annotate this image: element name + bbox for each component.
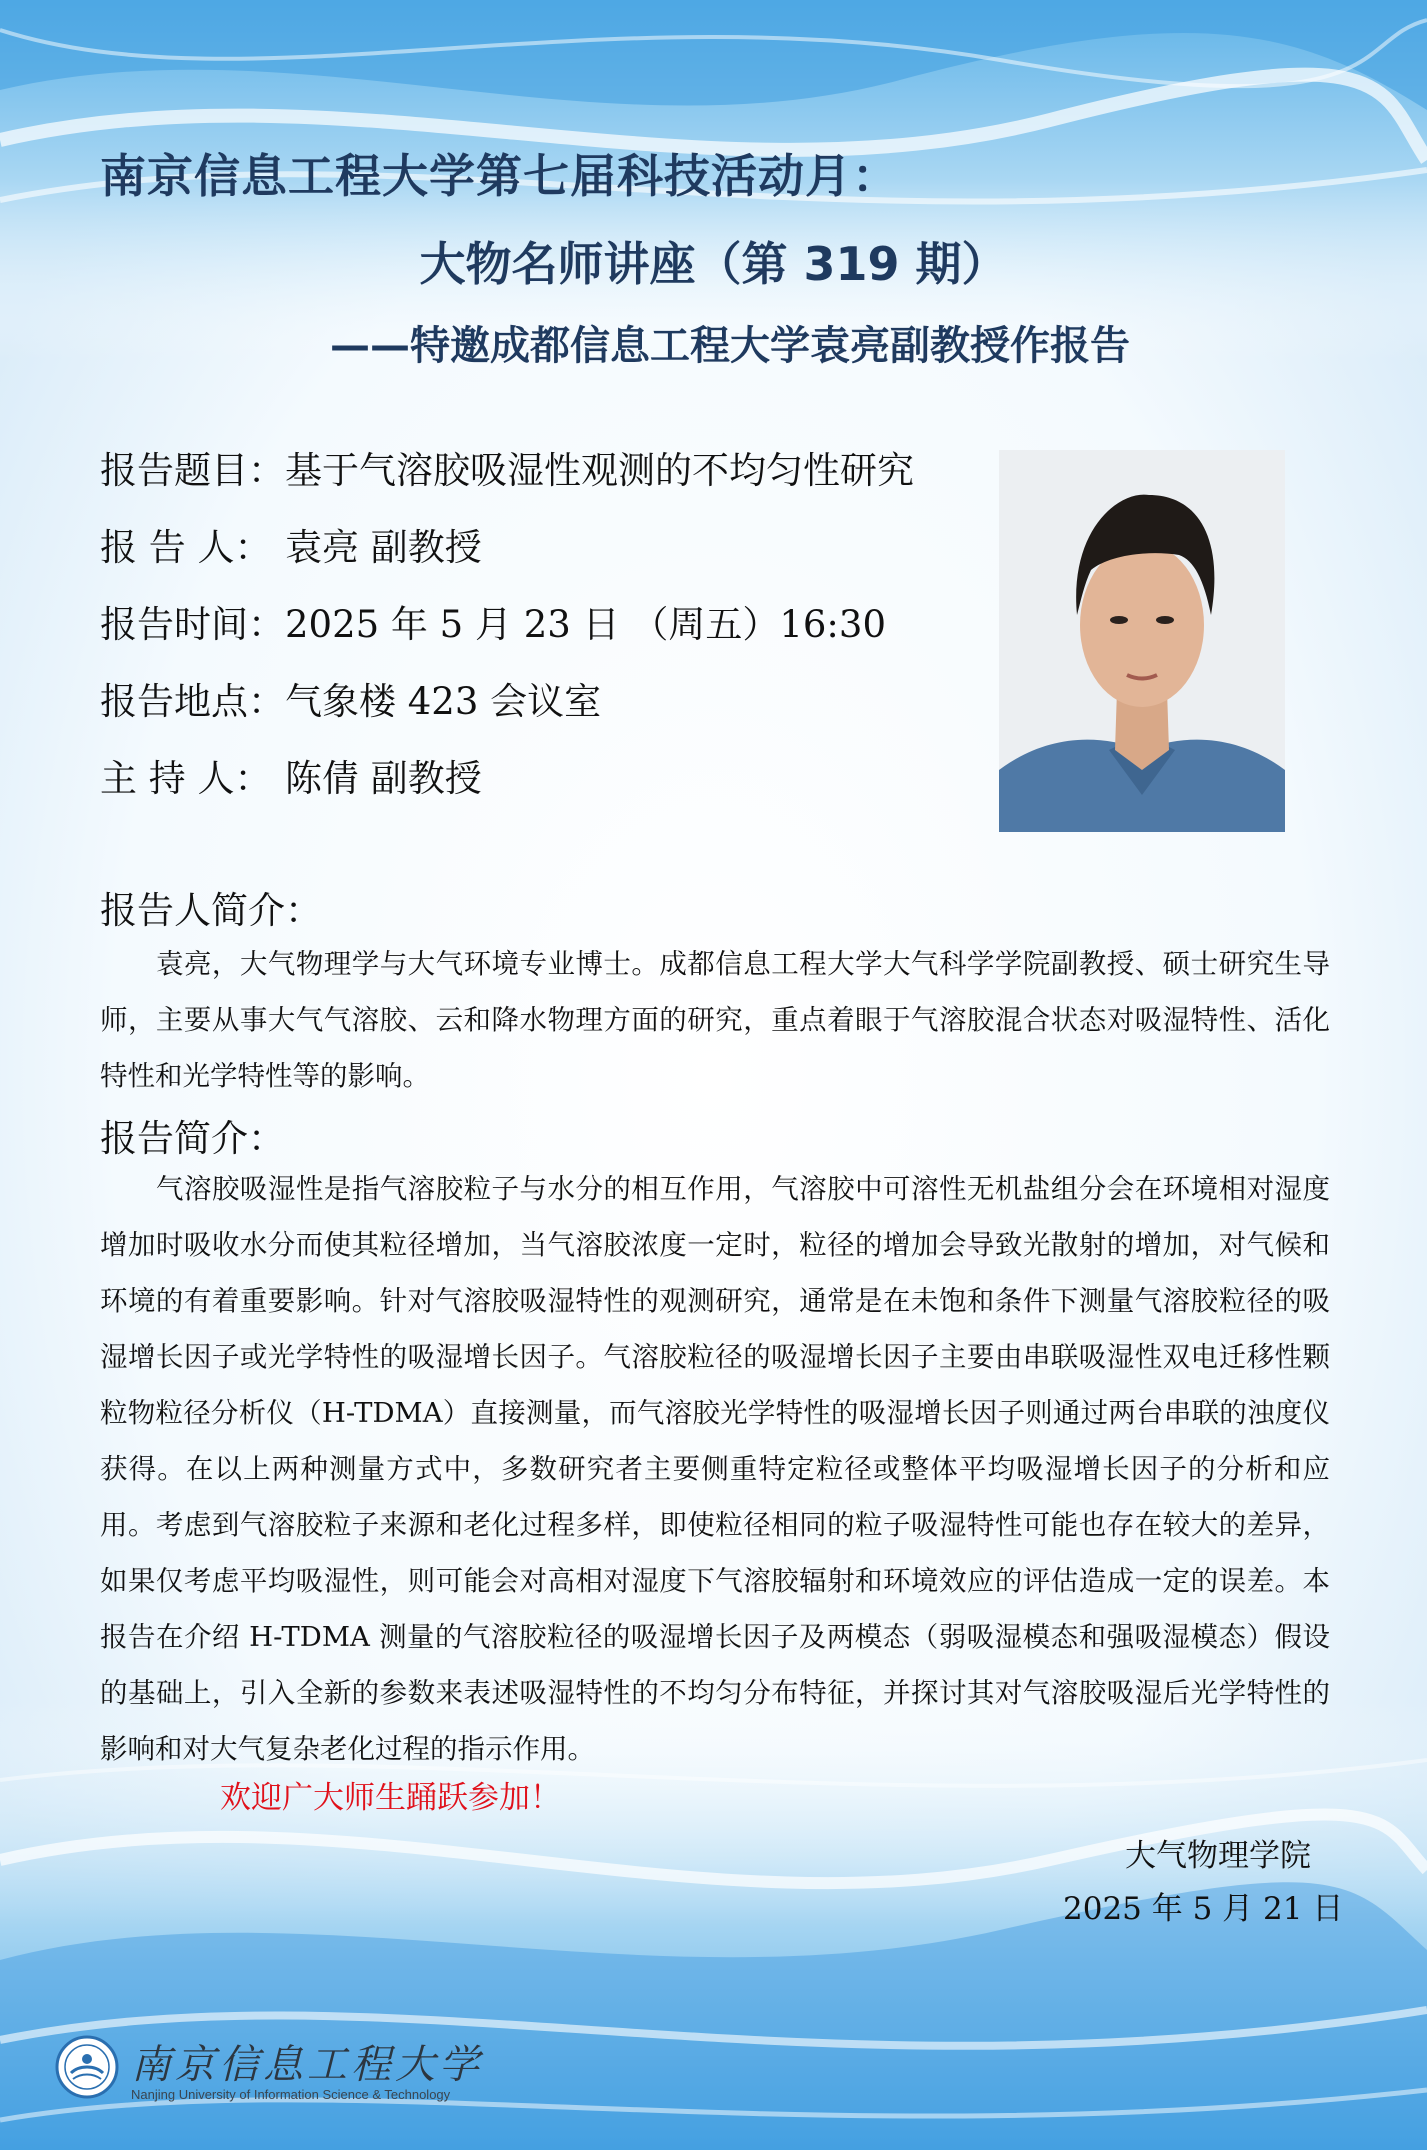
lecture-subtitle: ——特邀成都信息工程大学袁亮副教授作报告 (330, 323, 1130, 369)
speaker-bio-text: 袁亮，大气物理学与大气环境专业博士。成都信息工程大学大气科学学院副教授、硕士研究生导师，主要从事大气气溶胶、云和降水物理方面的研究，重点着眼于气溶胶混合状态对吸湿特性、活化特性和光学特性等的影响。 (100, 948, 1330, 1092)
info-label: 报告时间： (100, 603, 285, 646)
abstract-text: 气溶胶吸湿性是指气溶胶粒子与水分的相互作用，气溶胶中可溶性无机盐组分会在环境相对湿度增加时吸收水分而使其粒径增加，当气溶胶浓度一定时，粒径的增加会导致光散射的增加，对气候和环境的有着重要影响。针对气溶胶吸湿特性的观测研究，通常是在未饱和条件下测量气溶胶粒径的吸湿增长因子或光学特性的吸湿增长因子。气溶胶粒径的吸湿增长因子主要由串联吸湿性双电迁移性颗粒物粒径分析仪（H-TDMA）直接测量，而气溶胶光学特性的吸湿增长因子则通过两台串联的浊度仪获得。在以上两种测量方式中，多数研究者主要侧重特定粒径或整体平均吸湿增长因子的分析和应用。考虑到气溶胶粒子来源和老化过程多样，即使粒径相同的粒子吸湿特性可能也存在较大的差异，如果仅考虑平均吸湿性，则可能会对高相对湿度下气溶胶辐射和环境效应的评估造成一定的误差。本报告在介绍 H-TDMA 测量的气溶胶粒径的吸湿增长因子及两模态（弱吸湿模态和强吸湿模态）假设的基础上，引入全新的参数来表述吸湿特性的不均匀分布特征，并探讨其对气溶胶吸湿后光学特性的影响和对大气复杂老化过程的指示作用。 (100, 1173, 1330, 1765)
poster-title: 南京信息工程大学第七届科技活动月： (100, 149, 899, 203)
info-row-topic (100, 440, 914, 494)
info-row-venue (100, 671, 601, 725)
info-value: 气象楼 423 会议室 (285, 680, 602, 723)
lecture-series-title: 大物名师讲座（第 319 期） (419, 237, 1008, 291)
issue-date: 2025 年 5 月 21 日 (1063, 1891, 1344, 1927)
info-label: 报告地点： (100, 680, 285, 723)
university-logo (55, 2035, 483, 2115)
info-value: 袁亮 副教授 (285, 526, 482, 569)
info-row-speaker (100, 517, 482, 571)
info-row-host (100, 748, 482, 802)
organizer: 大气物理学院 (1125, 1838, 1311, 1874)
info-label: 主 持 人： (100, 757, 272, 800)
info-label: 报 告 人： (100, 526, 272, 569)
speaker-photo (999, 450, 1285, 832)
info-value: 陈倩 副教授 (285, 757, 482, 800)
info-value: 2025 年 5 月 23 日 （周五）16:30 (285, 603, 886, 646)
info-row-time (100, 594, 886, 648)
university-emblem-icon (55, 2035, 119, 2099)
speaker-bio-heading: 报告人简介： (100, 889, 322, 932)
info-value: 基于气溶胶吸湿性观测的不均匀性研究 (285, 449, 914, 492)
abstract-heading: 报告简介： (100, 1117, 285, 1160)
university-name-en: Nanjing University of Information Science & Technology (131, 2087, 451, 2102)
info-label: 报告题目： (100, 449, 285, 492)
university-name-cn: 南京信息工程大学 (131, 2042, 483, 2088)
welcome-message: 欢迎广大师生踊跃参加！ (220, 1780, 561, 1816)
